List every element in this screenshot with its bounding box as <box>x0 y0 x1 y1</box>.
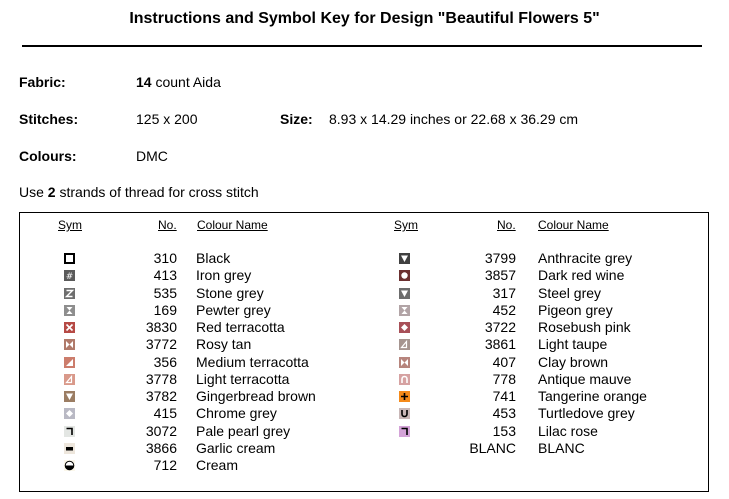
colour-name: Chrome grey <box>196 405 277 422</box>
size-label: Size: <box>280 111 313 127</box>
bar-icon <box>64 443 75 454</box>
dmc-number: 3866 <box>145 439 177 456</box>
dmc-number: 3830 <box>145 319 177 335</box>
colour-name: Black <box>196 250 231 266</box>
header-name-left: Colour Name <box>197 218 268 232</box>
stitches-value: 125 x 200 <box>136 111 198 127</box>
colour-name: Anthracite grey <box>538 250 633 266</box>
colour-name: Lilac rose <box>538 422 598 439</box>
note-post: strands of thread for cross stitch <box>55 184 259 200</box>
delta-icon <box>64 374 75 385</box>
colour-name: Clay brown <box>538 353 609 370</box>
page-title: Instructions and Symbol Key for Design "Beautiful Flowers 5" <box>129 10 600 27</box>
fabric-type: count Aida <box>151 74 221 90</box>
open-square-icon <box>64 253 75 264</box>
down-triangle-icon <box>64 391 75 402</box>
hourglass-icon <box>64 305 75 316</box>
header-no-right: No. <box>497 218 516 232</box>
dmc-number: 3782 <box>145 388 177 404</box>
dmc-number: 310 <box>153 250 177 266</box>
header-no-left: No. <box>158 218 177 232</box>
z-icon <box>64 288 75 299</box>
colour-name: Cream <box>196 457 239 473</box>
colour-name: Light taupe <box>538 336 608 353</box>
colour-name: Stone grey <box>196 284 264 301</box>
circle-icon <box>399 270 410 281</box>
stitches-label: Stitches: <box>19 111 79 127</box>
dmc-number: 356 <box>153 353 177 370</box>
bowtie-icon <box>64 339 75 350</box>
dmc-number: 169 <box>153 301 177 318</box>
header-sym-right: Sym <box>394 218 418 232</box>
dmc-number: 3857 <box>484 267 516 284</box>
dmc-number: 3778 <box>145 370 177 387</box>
colour-name: Turtledove grey <box>538 405 635 422</box>
colour-name: Red terracotta <box>196 319 285 335</box>
dmc-number: 413 <box>153 267 177 284</box>
corner-icon <box>64 426 75 437</box>
dmc-number: 3072 <box>145 422 177 439</box>
fabric-label: Fabric: <box>19 74 66 90</box>
colour-name: Dark red wine <box>538 267 625 284</box>
dmc-number: 153 <box>492 422 516 439</box>
dmc-number: 3861 <box>484 336 516 353</box>
fabric-count: 14 <box>136 74 152 90</box>
colour-name: Pale pearl grey <box>196 422 291 439</box>
dmc-number: 712 <box>153 457 177 473</box>
svg-text:#: # <box>65 272 74 282</box>
colours-value: DMC <box>136 148 168 164</box>
dmc-number: 3772 <box>145 336 177 353</box>
colour-name: Light terracotta <box>196 370 290 387</box>
title-divider <box>22 45 702 47</box>
fabric-value <box>136 74 221 90</box>
colour-name: Steel grey <box>538 284 602 301</box>
header-sym-left: Sym <box>58 218 82 232</box>
note-pre: Use <box>19 184 48 200</box>
colour-name: Tangerine orange <box>538 388 647 404</box>
diamond-icon <box>399 322 410 333</box>
dmc-number: 3799 <box>484 250 516 266</box>
hash-icon <box>64 270 75 281</box>
strands-note <box>19 184 259 200</box>
corner-icon <box>399 426 410 437</box>
down-triangle-icon <box>399 253 410 264</box>
colours-label: Colours: <box>19 148 77 164</box>
hourglass-icon <box>399 305 410 316</box>
colour-name: Rosy tan <box>196 336 252 353</box>
colour-name: Gingerbread brown <box>196 388 316 404</box>
dmc-number: 453 <box>492 405 516 422</box>
dmc-number: 535 <box>153 284 177 301</box>
cup-icon <box>399 408 410 419</box>
down-triangle-icon <box>399 288 410 299</box>
delta-icon <box>399 339 410 350</box>
colour-name: BLANC <box>538 439 585 456</box>
dmc-number: 407 <box>492 353 516 370</box>
triangle-icon <box>64 357 75 368</box>
colour-name: Pewter grey <box>196 301 271 318</box>
strand-count: 2 <box>47 184 56 200</box>
diamond-icon <box>64 408 75 419</box>
header-name-right: Colour Name <box>538 218 609 232</box>
bowtie-icon <box>399 357 410 368</box>
x-icon <box>64 322 75 333</box>
dmc-number: 415 <box>153 405 177 422</box>
arch-icon <box>399 374 410 385</box>
colour-name: Rosebush pink <box>538 319 631 335</box>
size-value: 8.93 x 14.29 inches or 22.68 x 36.29 cm <box>329 111 579 127</box>
plus-icon <box>399 391 410 402</box>
dmc-number: 741 <box>492 388 516 404</box>
dmc-number: 452 <box>492 301 516 318</box>
dmc-number: BLANC <box>469 439 516 456</box>
colour-name: Pigeon grey <box>538 301 613 318</box>
colour-name: Iron grey <box>196 267 252 284</box>
dmc-number: 778 <box>492 370 516 387</box>
colour-name: Antique mauve <box>538 370 632 387</box>
half-circle-icon <box>64 460 75 471</box>
dmc-number: 3722 <box>484 319 516 335</box>
dmc-number: 317 <box>492 284 516 301</box>
colour-name: Garlic cream <box>196 439 276 456</box>
colour-name: Medium terracotta <box>196 353 309 370</box>
